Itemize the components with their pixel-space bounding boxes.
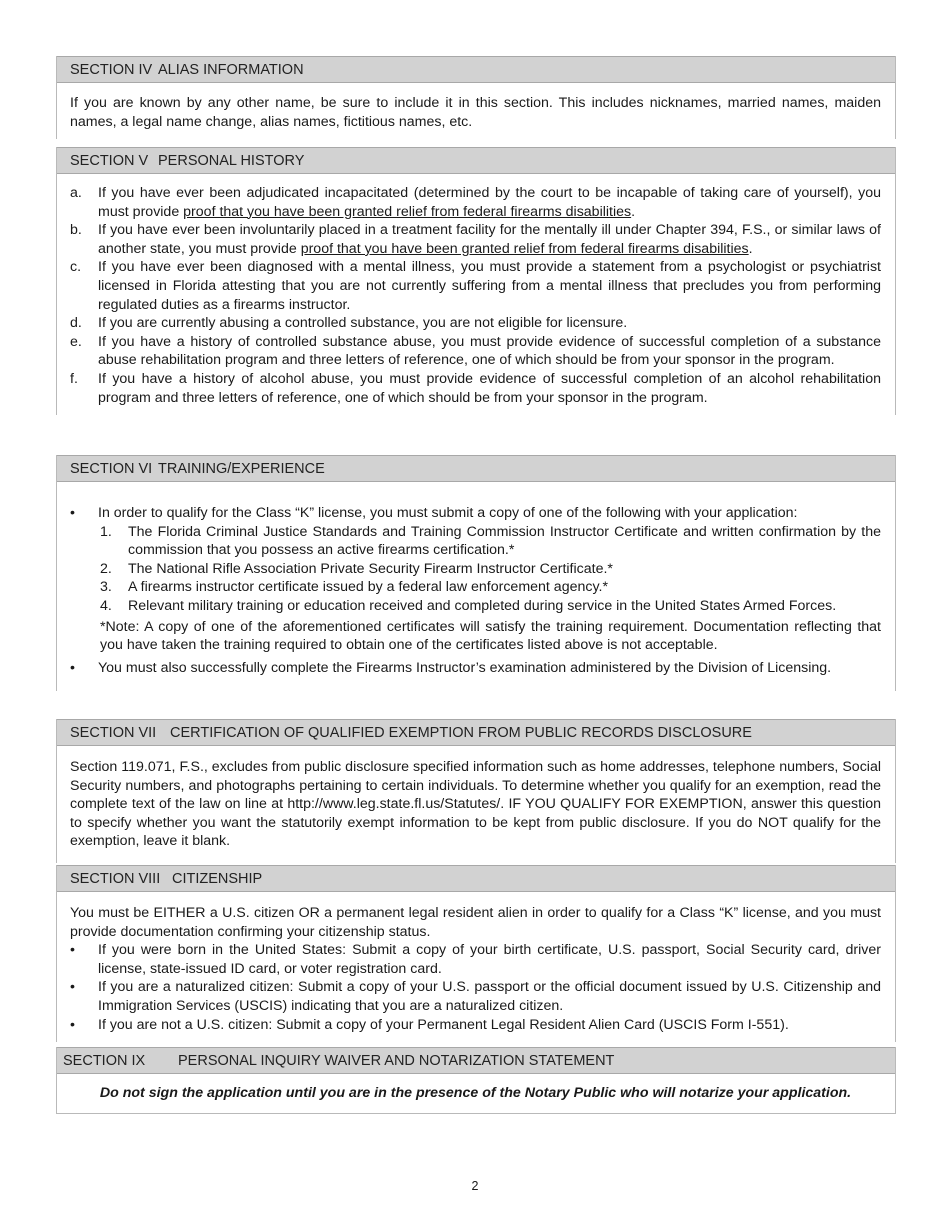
sub-list-item: 3. A firearms instructor certificate issued by a federal law enforcement agency.* bbox=[100, 579, 608, 596]
section-number: SECTION V bbox=[70, 153, 149, 169]
list-item: f. If you have a history of alcohol abuse, you must provide evidence of successful completion of an alcohol rehabilitation program and three letters of reference, one of which should be from your sponsor in the program. bbox=[70, 370, 881, 406]
section-5-body bbox=[57, 174, 895, 415]
list-item: e. If you have a history of controlled substance abuse, you must provide evidence of successful completion of a substance abuse rehabilitation program and three letters of reference, one of which should be from your sponsor in the program. bbox=[70, 333, 881, 369]
section-title: CITIZENSHIP bbox=[172, 871, 263, 887]
sub-list-item: 2. The National Rifle Association Private Security Firearm Instructor Certificate.* bbox=[100, 560, 613, 577]
list-item: • You must also successfully complete the Firearms Instructor’s examination administered by the Division of Licensing. bbox=[70, 659, 832, 676]
relief-link-text: proof that you have been granted relief from federal firearms disabilities bbox=[183, 203, 632, 220]
bullet: • bbox=[70, 1016, 75, 1033]
section-8 bbox=[56, 865, 896, 1042]
citizenship-intro: You must be EITHER a U.S. citizen OR a permanent legal resident alien in order to qualify for a Class “K” license, and you must provide documentation confirming your citizenship status. bbox=[70, 905, 881, 940]
section-9-header bbox=[57, 1047, 895, 1074]
list-item: c. If you have ever been diagnosed with a mental illness, you must provide a statement from a psychologist or psychiatrist licensed in Florida attesting that you are not currently suffering from a mental illness that precludes you from performing regulated duties as a firearms instructor. bbox=[70, 259, 881, 313]
sub-list-item: 1. The Florida Criminal Justice Standards and Training Commission Instructor Certificate and written confirmation by the commission that you possess an active firearms certification.* bbox=[100, 523, 881, 559]
list-item: d. If you are currently abusing a controlled substance, you are not eligible for licensure. bbox=[70, 315, 628, 332]
section-6-body bbox=[57, 482, 895, 691]
bullet: • bbox=[70, 659, 75, 676]
section-7-body: Section 119.071, F.S., excludes from public disclosure specified information such as home addresses, telephone numbers, Social Security numbers, and photographs pertaining to certain individuals. To determine whether you qualify for an exemption, read the complete text of the law on line at http://www.leg.state.fl.us/Statutes/. IF YOU QUALIFY FOR EXEMPTION, answer this question to specify whether you want the statutorily exempt information to be kept from public disclosure. If you do NOT qualify for the exemption, leave it blank. bbox=[70, 759, 881, 850]
sub-list-item: 4. Relevant military training or education received and completed during service in the United States Armed Forces. bbox=[100, 597, 837, 614]
relief-link-text: proof that you have been granted relief from federal firearms disabilities bbox=[300, 240, 749, 257]
list-item: • If you are not a U.S. citizen: Submit a copy of your Permanent Legal Resident Alien Card (USCIS Form I-551). bbox=[70, 1016, 789, 1033]
section-number: SECTION IV bbox=[70, 62, 153, 78]
section-number: SECTION VI bbox=[70, 461, 153, 477]
section-8-header bbox=[57, 865, 895, 892]
section-title: PERSONAL HISTORY bbox=[158, 153, 305, 169]
section-6-header bbox=[57, 455, 895, 482]
section-number: SECTION VIII bbox=[70, 871, 161, 887]
notary-warning: Do not sign the application until you are in the presence of the Notary Public who will notarize your application. bbox=[99, 1085, 852, 1101]
section-number: SECTION IX bbox=[63, 1053, 146, 1069]
training-note: *Note: A copy of one of the aforementioned certificates will satisfy the training requirement. Documentation reflecting that you have taken the training required to obtain one of the certificates listed above is not acceptable. bbox=[100, 618, 881, 654]
section-9 bbox=[56, 1047, 896, 1114]
section-8-body bbox=[57, 892, 895, 1042]
list-item: • If you were born in the United States: Submit a copy of your birth certificate, U.S. passport, Social Security card, driver license, state-issued ID card, or voter registration card. bbox=[70, 942, 881, 977]
bullet: • bbox=[70, 979, 75, 996]
section-4-body: If you are known by any other name, be sure to include it in this section. This includes nicknames, married names, maiden names, a legal name change, alias names, fictitious names, etc. bbox=[70, 95, 881, 130]
section-5-header bbox=[57, 147, 895, 174]
list-item: • If you are a naturalized citizen: Submit a copy of your U.S. passport or the official document issued by U.S. Citizenship and Immigration Services (USCIS) indicating that you are a naturalized citizen. bbox=[70, 979, 881, 1014]
section-title: TRAINING/EXPERIENCE bbox=[158, 461, 325, 477]
section-5 bbox=[56, 147, 896, 415]
section-number: SECTION VII bbox=[70, 725, 157, 741]
bullet: • bbox=[70, 942, 75, 959]
section-title: PERSONAL INQUIRY WAIVER AND NOTARIZATION STATEMENT bbox=[178, 1053, 615, 1069]
list-item: a. If you have ever been adjudicated incapacitated (determined by the court to be incapable of taking care of yourself), you must provide proof that you have been granted relief from federal firearms disabilities. bbox=[70, 185, 881, 220]
list-item: b. If you have ever been involuntarily placed in a treatment facility for the mentally ill under Chapter 394, F.S., or similar laws of another state, you must provide proof that you have been granted relief from federal firearms disabilities. bbox=[70, 222, 881, 257]
section-7 bbox=[56, 719, 896, 863]
section-7-header bbox=[57, 719, 895, 746]
page-number: 2 bbox=[471, 1179, 479, 1193]
section-title: CERTIFICATION OF QUALIFIED EXEMPTION FROM PUBLIC RECORDS DISCLOSURE bbox=[170, 725, 752, 741]
section-4-header bbox=[57, 56, 895, 83]
bullet: • bbox=[70, 505, 75, 521]
section-4 bbox=[56, 56, 896, 139]
list-item: • In order to qualify for the Class “K” license, you must submit a copy of one of the following with your application: bbox=[70, 505, 798, 521]
section-title: ALIAS INFORMATION bbox=[158, 62, 304, 78]
section-6 bbox=[56, 455, 896, 691]
